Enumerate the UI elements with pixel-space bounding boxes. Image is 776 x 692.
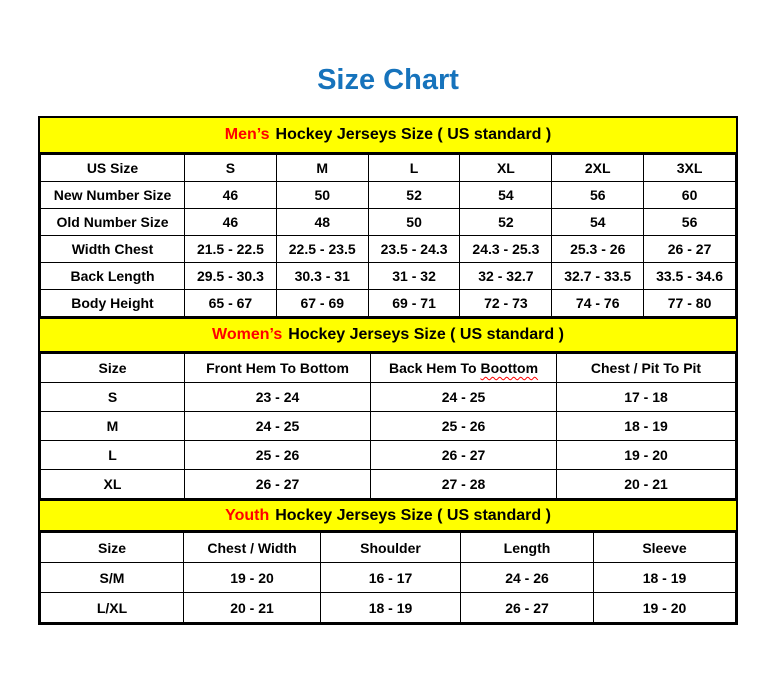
column-header-cell: Length (461, 533, 594, 563)
table-row (41, 563, 736, 593)
data-cell: 29.5 - 30.3 (185, 263, 277, 290)
youth-size-table (40, 532, 736, 623)
data-cell: 26 - 27 (461, 593, 594, 623)
data-cell: 67 - 69 (276, 290, 368, 317)
column-header-row (41, 155, 736, 182)
table-row (41, 209, 736, 236)
data-cell: 72 - 73 (460, 290, 552, 317)
table-row (41, 441, 736, 470)
table-row (41, 470, 736, 499)
data-cell: 23 - 24 (185, 383, 371, 412)
row-header-cell: S (41, 383, 185, 412)
size-chart-table (38, 116, 738, 625)
table-row (41, 182, 736, 209)
data-cell: 26 - 27 (371, 441, 557, 470)
section-band-youth (40, 499, 736, 532)
data-cell: 65 - 67 (185, 290, 277, 317)
data-cell: 22.5 - 23.5 (276, 236, 368, 263)
data-cell: 77 - 80 (644, 290, 736, 317)
data-cell: 19 - 20 (594, 593, 736, 623)
data-cell: 56 (644, 209, 736, 236)
data-cell: 46 (185, 182, 277, 209)
table-row (41, 263, 736, 290)
misspelled-word: Boottom (480, 360, 539, 376)
column-header-cell: US Size (41, 155, 185, 182)
data-cell: 33.5 - 34.6 (644, 263, 736, 290)
data-cell: 18 - 19 (594, 563, 736, 593)
data-cell: 52 (368, 182, 460, 209)
data-cell: 24 - 25 (185, 412, 371, 441)
column-header-cell: L (368, 155, 460, 182)
row-header-cell: M (41, 412, 185, 441)
table-row (41, 236, 736, 263)
page-title: Size Chart (317, 64, 459, 96)
mens-size-table (40, 154, 736, 317)
row-header-cell: XL (41, 470, 185, 499)
column-header-cell: Back Hem To Boottom (371, 354, 557, 383)
womens-size-table (40, 353, 736, 499)
band-label-highlight-mens: Men’s (224, 126, 270, 143)
column-header-row (41, 354, 736, 383)
data-cell: 46 (185, 209, 277, 236)
column-header-cell: 3XL (644, 155, 736, 182)
row-header-cell: Body Height (41, 290, 185, 317)
table-row (41, 290, 736, 317)
data-cell: 18 - 19 (321, 593, 461, 623)
column-header-row (41, 533, 736, 563)
data-cell: 74 - 76 (552, 290, 644, 317)
data-cell: 54 (460, 182, 552, 209)
data-cell: 52 (460, 209, 552, 236)
data-cell: 25.3 - 26 (552, 236, 644, 263)
row-header-cell: L (41, 441, 185, 470)
data-cell: 56 (552, 182, 644, 209)
data-cell: 50 (368, 209, 460, 236)
data-cell: 26 - 27 (644, 236, 736, 263)
section-band-womens (40, 317, 736, 353)
band-label-highlight-youth: Youth (225, 506, 270, 524)
table-row (41, 412, 736, 441)
column-header-cell: Shoulder (321, 533, 461, 563)
data-cell: 20 - 21 (184, 593, 321, 623)
column-header-cell: S (185, 155, 277, 182)
column-header-cell: Chest / Width (184, 533, 321, 563)
data-cell: 21.5 - 22.5 (185, 236, 277, 263)
data-cell: 32.7 - 33.5 (552, 263, 644, 290)
row-header-cell: Back Length (41, 263, 185, 290)
column-header-cell: Chest / Pit To Pit (557, 354, 736, 383)
column-header-cell: XL (460, 155, 552, 182)
row-header-cell: Old Number Size (41, 209, 185, 236)
column-header-cell: Size (41, 354, 185, 383)
data-cell: 24 - 25 (371, 383, 557, 412)
data-cell: 19 - 20 (184, 563, 321, 593)
data-cell: 16 - 17 (321, 563, 461, 593)
band-label-text-womens: Hockey Jerseys Size ( US standard ) (288, 326, 564, 343)
band-label-highlight-womens: Women’s (212, 326, 283, 343)
data-cell: 54 (552, 209, 644, 236)
column-header-cell: Size (41, 533, 184, 563)
data-cell: 24 - 26 (461, 563, 594, 593)
data-cell: 19 - 20 (557, 441, 736, 470)
column-header-cell: 2XL (552, 155, 644, 182)
row-header-cell: S/M (41, 563, 184, 593)
data-cell: 32 - 32.7 (460, 263, 552, 290)
data-cell: 60 (644, 182, 736, 209)
data-cell: 50 (276, 182, 368, 209)
row-header-cell: New Number Size (41, 182, 185, 209)
data-cell: 18 - 19 (557, 412, 736, 441)
data-cell: 17 - 18 (557, 383, 736, 412)
column-header-cell: Front Hem To Bottom (185, 354, 371, 383)
column-header-cell: M (276, 155, 368, 182)
data-cell: 20 - 21 (557, 470, 736, 499)
section-band-mens (40, 118, 736, 154)
data-cell: 48 (276, 209, 368, 236)
table-row (41, 593, 736, 623)
data-cell: 24.3 - 25.3 (460, 236, 552, 263)
band-label-text-mens: Hockey Jerseys Size ( US standard ) (275, 126, 552, 143)
data-cell: 23.5 - 24.3 (368, 236, 460, 263)
data-cell: 30.3 - 31 (276, 263, 368, 290)
data-cell: 26 - 27 (185, 470, 371, 499)
data-cell: 27 - 28 (371, 470, 557, 499)
column-header-cell: Sleeve (594, 533, 736, 563)
data-cell: 25 - 26 (185, 441, 371, 470)
data-cell: 31 - 32 (368, 263, 460, 290)
data-cell: 69 - 71 (368, 290, 460, 317)
row-header-cell: Width Chest (41, 236, 185, 263)
band-label-text-youth: Hockey Jerseys Size ( US standard ) (275, 506, 551, 524)
table-row (41, 383, 736, 412)
data-cell: 25 - 26 (371, 412, 557, 441)
row-header-cell: L/XL (41, 593, 184, 623)
